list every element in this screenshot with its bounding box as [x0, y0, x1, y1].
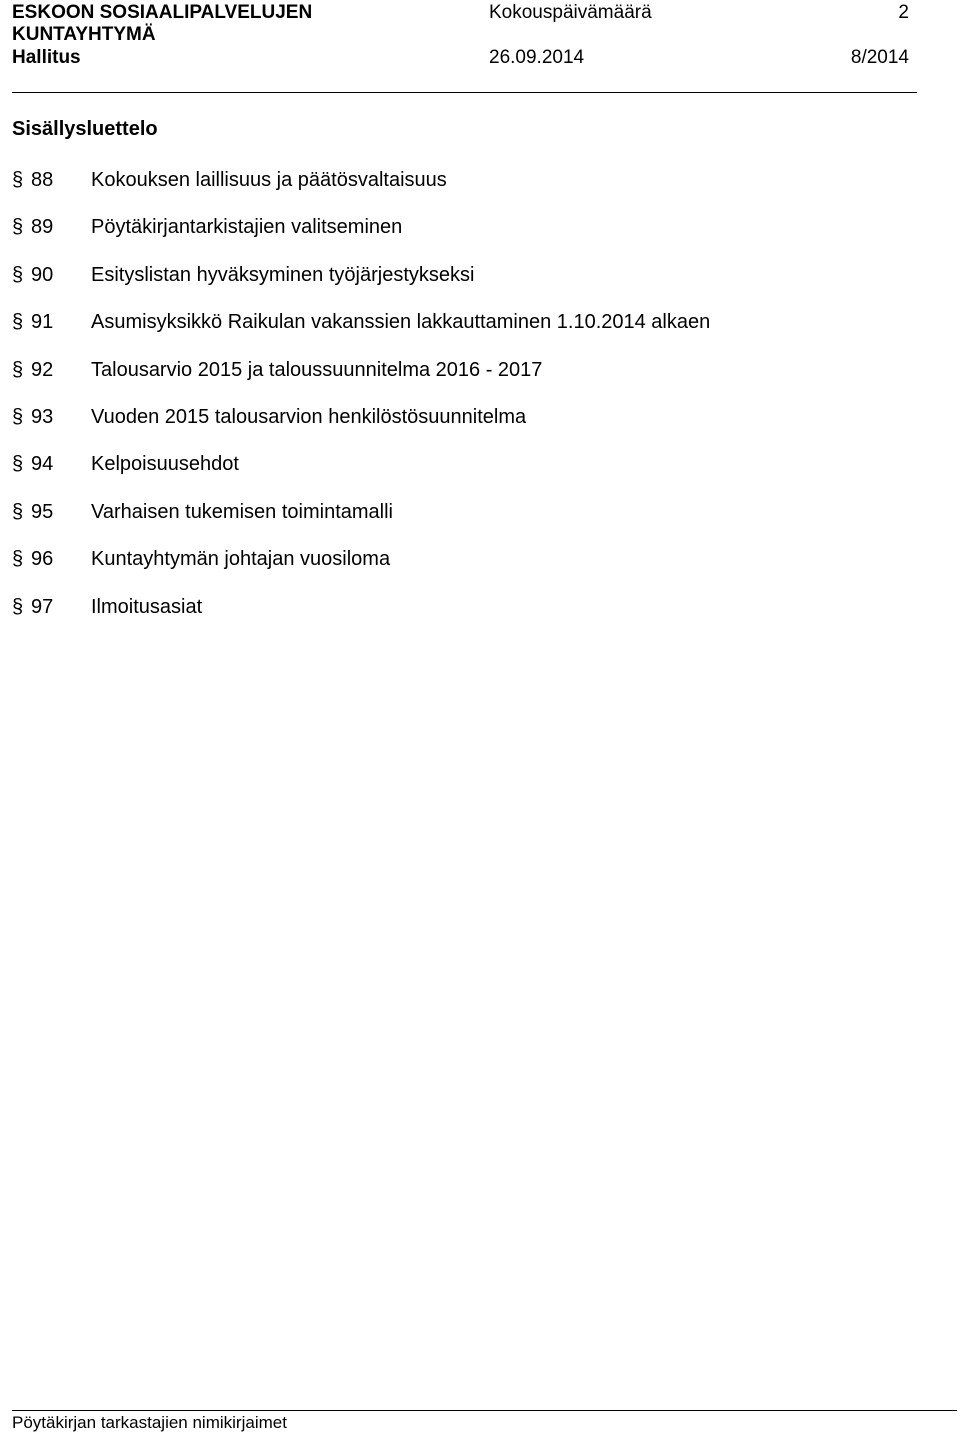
toc-item-number: 96	[31, 548, 54, 571]
footer-divider	[12, 1410, 957, 1411]
toc-item	[12, 354, 912, 401]
toc-item-number: 91	[31, 311, 54, 334]
section-sign: §	[12, 216, 24, 239]
toc-item-number: 95	[31, 500, 54, 523]
toc-item-title: Varhaisen tukemisen toimintamalli	[91, 500, 393, 523]
page-header	[12, 0, 917, 93]
section-sign: §	[12, 358, 24, 381]
toc-item-title: Pöytäkirjantarkistajien valitseminen	[91, 216, 403, 239]
toc-item-title: Asumisyksikkö Raikulan vakanssien lakkauttaminen 1.10.2014 alkaen	[91, 311, 711, 334]
section-sign: §	[12, 311, 24, 334]
toc-item-title: Esityslistan hyväksyminen työjärjestykseksi	[91, 263, 475, 286]
meeting-number: 8/2014	[850, 47, 909, 68]
toc-item	[12, 591, 912, 638]
signature-initials-label: Pöytäkirjan tarkastajien nimikirjaimet	[12, 1413, 287, 1432]
toc-item	[12, 164, 912, 211]
section-sign: §	[12, 500, 24, 523]
toc-item-number: 88	[31, 169, 54, 191]
section-sign: §	[12, 263, 24, 286]
toc-item-title: Kokouksen laillisuus ja päätösvaltaisuus	[91, 169, 447, 191]
toc-item	[12, 211, 912, 258]
toc-item-title: Kuntayhtymän johtajan vuosiloma	[91, 548, 391, 571]
toc-item	[12, 496, 912, 543]
toc-item	[12, 448, 912, 495]
toc-item-title: Kelpoisuusehdot	[91, 453, 239, 476]
toc-item	[12, 259, 912, 306]
toc-title: Sisällysluettelo	[12, 118, 158, 140]
toc-item-number: 93	[31, 405, 54, 428]
section-sign: §	[12, 169, 24, 191]
section-sign: §	[12, 405, 24, 428]
meeting-date: 26.09.2014	[489, 47, 585, 68]
toc-list	[12, 164, 912, 638]
toc-item	[12, 543, 912, 590]
toc-item-number: 92	[31, 358, 54, 381]
section-sign: §	[12, 595, 24, 618]
section-sign: §	[12, 548, 24, 571]
section-sign: §	[12, 453, 24, 476]
header-divider	[12, 92, 917, 93]
toc-item-number: 89	[31, 216, 54, 239]
toc-item-title: Vuoden 2015 talousarvion henkilöstösuunnitelma	[91, 405, 527, 428]
toc-item-number: 94	[31, 453, 54, 476]
page-number: 2	[898, 2, 909, 23]
organization-name-line2: KUNTAYHTYMÄ	[12, 24, 156, 45]
toc-item-title: Ilmoitusasiat	[91, 595, 203, 618]
toc-item-number: 90	[31, 263, 54, 286]
toc-item-title: Talousarvio 2015 ja taloussuunnitelma 2016 - 2017	[91, 358, 543, 381]
meeting-date-label: Kokouspäivämäärä	[489, 2, 652, 23]
toc-item	[12, 306, 912, 353]
organization-name-line1: ESKOON SOSIAALIPALVELUJEN	[12, 2, 313, 23]
toc-item-number: 97	[31, 595, 54, 618]
toc-item	[12, 401, 912, 448]
governing-body: Hallitus	[12, 47, 81, 68]
